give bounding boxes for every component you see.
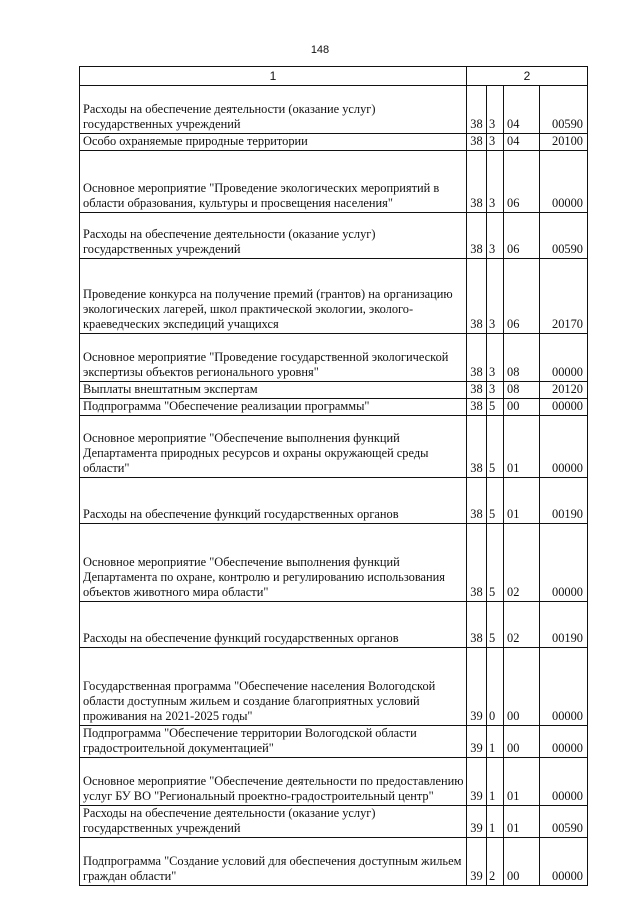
table-row xyxy=(80,382,588,399)
page-number: 148 xyxy=(310,44,330,56)
chapter-code-cell: 39 xyxy=(467,838,487,886)
subprogram-code-cell: 01 xyxy=(504,758,540,806)
direction-code-cell: 00000 xyxy=(540,838,588,886)
direction-code-cell: 00190 xyxy=(540,602,588,648)
table-header-row xyxy=(80,67,588,86)
program-code-cell: 1 xyxy=(487,806,504,838)
table-row xyxy=(80,151,588,213)
table-row xyxy=(80,648,588,726)
row-name-cell: Расходы на обеспечение деятельности (оказание услуг) государственных учреждений xyxy=(80,213,467,259)
header-col-2: 2 xyxy=(467,67,588,86)
direction-code-cell: 00000 xyxy=(540,334,588,382)
table-row xyxy=(80,259,588,334)
row-name-cell: Подпрограмма "Создание условий для обеспечения доступным жильем граждан области" xyxy=(80,838,467,886)
direction-code-cell: 00000 xyxy=(540,758,588,806)
row-name-cell: Подпрограмма "Обеспечение территории Вологодской области градостроительной документацией" xyxy=(80,726,467,758)
chapter-code-cell: 38 xyxy=(467,524,487,602)
row-name-cell: Основное мероприятие "Обеспечение выполнения функций Департамента по охране, контролю и регулированию использования объектов животного мира области" xyxy=(80,524,467,602)
subprogram-code-cell: 00 xyxy=(504,399,540,416)
row-name-cell: Основное мероприятие "Обеспечение деятельности по предоставлению услуг БУ ВО "Региональный проектно-градостроительный центр" xyxy=(80,758,467,806)
table-row xyxy=(80,602,588,648)
table-row xyxy=(80,399,588,416)
chapter-code-cell: 38 xyxy=(467,213,487,259)
chapter-code-cell: 39 xyxy=(467,726,487,758)
chapter-code-cell: 39 xyxy=(467,758,487,806)
program-code-cell: 5 xyxy=(487,399,504,416)
direction-code-cell: 00590 xyxy=(540,86,588,134)
chapter-code-cell: 38 xyxy=(467,134,487,151)
program-code-cell: 3 xyxy=(487,213,504,259)
subprogram-code-cell: 08 xyxy=(504,382,540,399)
table-row xyxy=(80,726,588,758)
program-code-cell: 3 xyxy=(487,382,504,399)
chapter-code-cell: 38 xyxy=(467,602,487,648)
chapter-code-cell: 39 xyxy=(467,648,487,726)
subprogram-code-cell: 01 xyxy=(504,806,540,838)
direction-code-cell: 00590 xyxy=(540,213,588,259)
row-name-cell: Основное мероприятие "Обеспечение выполнения функций Департамента природных ресурсов и охраны окружающей среды области" xyxy=(80,416,467,478)
subprogram-code-cell: 00 xyxy=(504,648,540,726)
table-row xyxy=(80,758,588,806)
table-row xyxy=(80,478,588,524)
program-code-cell: 1 xyxy=(487,726,504,758)
direction-code-cell: 20100 xyxy=(540,134,588,151)
chapter-code-cell: 38 xyxy=(467,478,487,524)
table-row xyxy=(80,86,588,134)
table-row xyxy=(80,524,588,602)
direction-code-cell: 00000 xyxy=(540,151,588,213)
program-code-cell: 5 xyxy=(487,416,504,478)
subprogram-code-cell: 02 xyxy=(504,524,540,602)
direction-code-cell: 00000 xyxy=(540,524,588,602)
subprogram-code-cell: 08 xyxy=(504,334,540,382)
chapter-code-cell: 38 xyxy=(467,334,487,382)
subprogram-code-cell: 02 xyxy=(504,602,540,648)
chapter-code-cell: 38 xyxy=(467,399,487,416)
subprogram-code-cell: 00 xyxy=(504,838,540,886)
direction-code-cell: 20170 xyxy=(540,259,588,334)
program-code-cell: 3 xyxy=(487,259,504,334)
subprogram-code-cell: 06 xyxy=(504,259,540,334)
chapter-code-cell: 38 xyxy=(467,259,487,334)
chapter-code-cell: 38 xyxy=(467,416,487,478)
chapter-code-cell: 38 xyxy=(467,151,487,213)
row-name-cell: Проведение конкурса на получение премий (грантов) на организацию экологических лагерей, школ практической экологии, эколого-краеведческих экспедиций учащихся xyxy=(80,259,467,334)
program-code-cell: 3 xyxy=(487,134,504,151)
row-name-cell: Выплаты внештатным экспертам xyxy=(80,382,467,399)
budget-table xyxy=(79,66,588,886)
subprogram-code-cell: 06 xyxy=(504,213,540,259)
table-row xyxy=(80,416,588,478)
chapter-code-cell: 39 xyxy=(467,806,487,838)
row-name-cell: Расходы на обеспечение деятельности (оказание услуг) государственных учреждений xyxy=(80,806,467,838)
table-row xyxy=(80,134,588,151)
row-name-cell: Особо охраняемые природные территории xyxy=(80,134,467,151)
row-name-cell: Расходы на обеспечение деятельности (оказание услуг) государственных учреждений xyxy=(80,86,467,134)
program-code-cell: 5 xyxy=(487,602,504,648)
subprogram-code-cell: 00 xyxy=(504,726,540,758)
table-row xyxy=(80,213,588,259)
direction-code-cell: 00190 xyxy=(540,478,588,524)
row-name-cell: Основное мероприятие "Проведение экологических мероприятий в области образования, культуры и просвещения населения" xyxy=(80,151,467,213)
program-code-cell: 2 xyxy=(487,838,504,886)
table-row xyxy=(80,334,588,382)
chapter-code-cell: 38 xyxy=(467,86,487,134)
row-name-cell: Расходы на обеспечение функций государственных органов xyxy=(80,478,467,524)
table-row xyxy=(80,838,588,886)
row-name-cell: Основное мероприятие "Проведение государственной экологической экспертизы объектов регионального уровня" xyxy=(80,334,467,382)
row-name-cell: Расходы на обеспечение функций государственных органов xyxy=(80,602,467,648)
table-row xyxy=(80,806,588,838)
program-code-cell: 5 xyxy=(487,478,504,524)
row-name-cell: Государственная программа "Обеспечение населения Вологодской области доступным жильем и создание благоприятных условий проживания на 2021-2025 годы" xyxy=(80,648,467,726)
program-code-cell: 0 xyxy=(487,648,504,726)
program-code-cell: 5 xyxy=(487,524,504,602)
subprogram-code-cell: 01 xyxy=(504,416,540,478)
program-code-cell: 3 xyxy=(487,86,504,134)
direction-code-cell: 00000 xyxy=(540,648,588,726)
subprogram-code-cell: 04 xyxy=(504,134,540,151)
chapter-code-cell: 38 xyxy=(467,382,487,399)
program-code-cell: 3 xyxy=(487,151,504,213)
row-name-cell: Подпрограмма "Обеспечение реализации программы" xyxy=(80,399,467,416)
subprogram-code-cell: 04 xyxy=(504,86,540,134)
subprogram-code-cell: 01 xyxy=(504,478,540,524)
direction-code-cell: 00000 xyxy=(540,726,588,758)
direction-code-cell: 00590 xyxy=(540,806,588,838)
direction-code-cell: 20120 xyxy=(540,382,588,399)
direction-code-cell: 00000 xyxy=(540,416,588,478)
program-code-cell: 3 xyxy=(487,334,504,382)
program-code-cell: 1 xyxy=(487,758,504,806)
header-col-1: 1 xyxy=(80,67,467,86)
subprogram-code-cell: 06 xyxy=(504,151,540,213)
direction-code-cell: 00000 xyxy=(540,399,588,416)
